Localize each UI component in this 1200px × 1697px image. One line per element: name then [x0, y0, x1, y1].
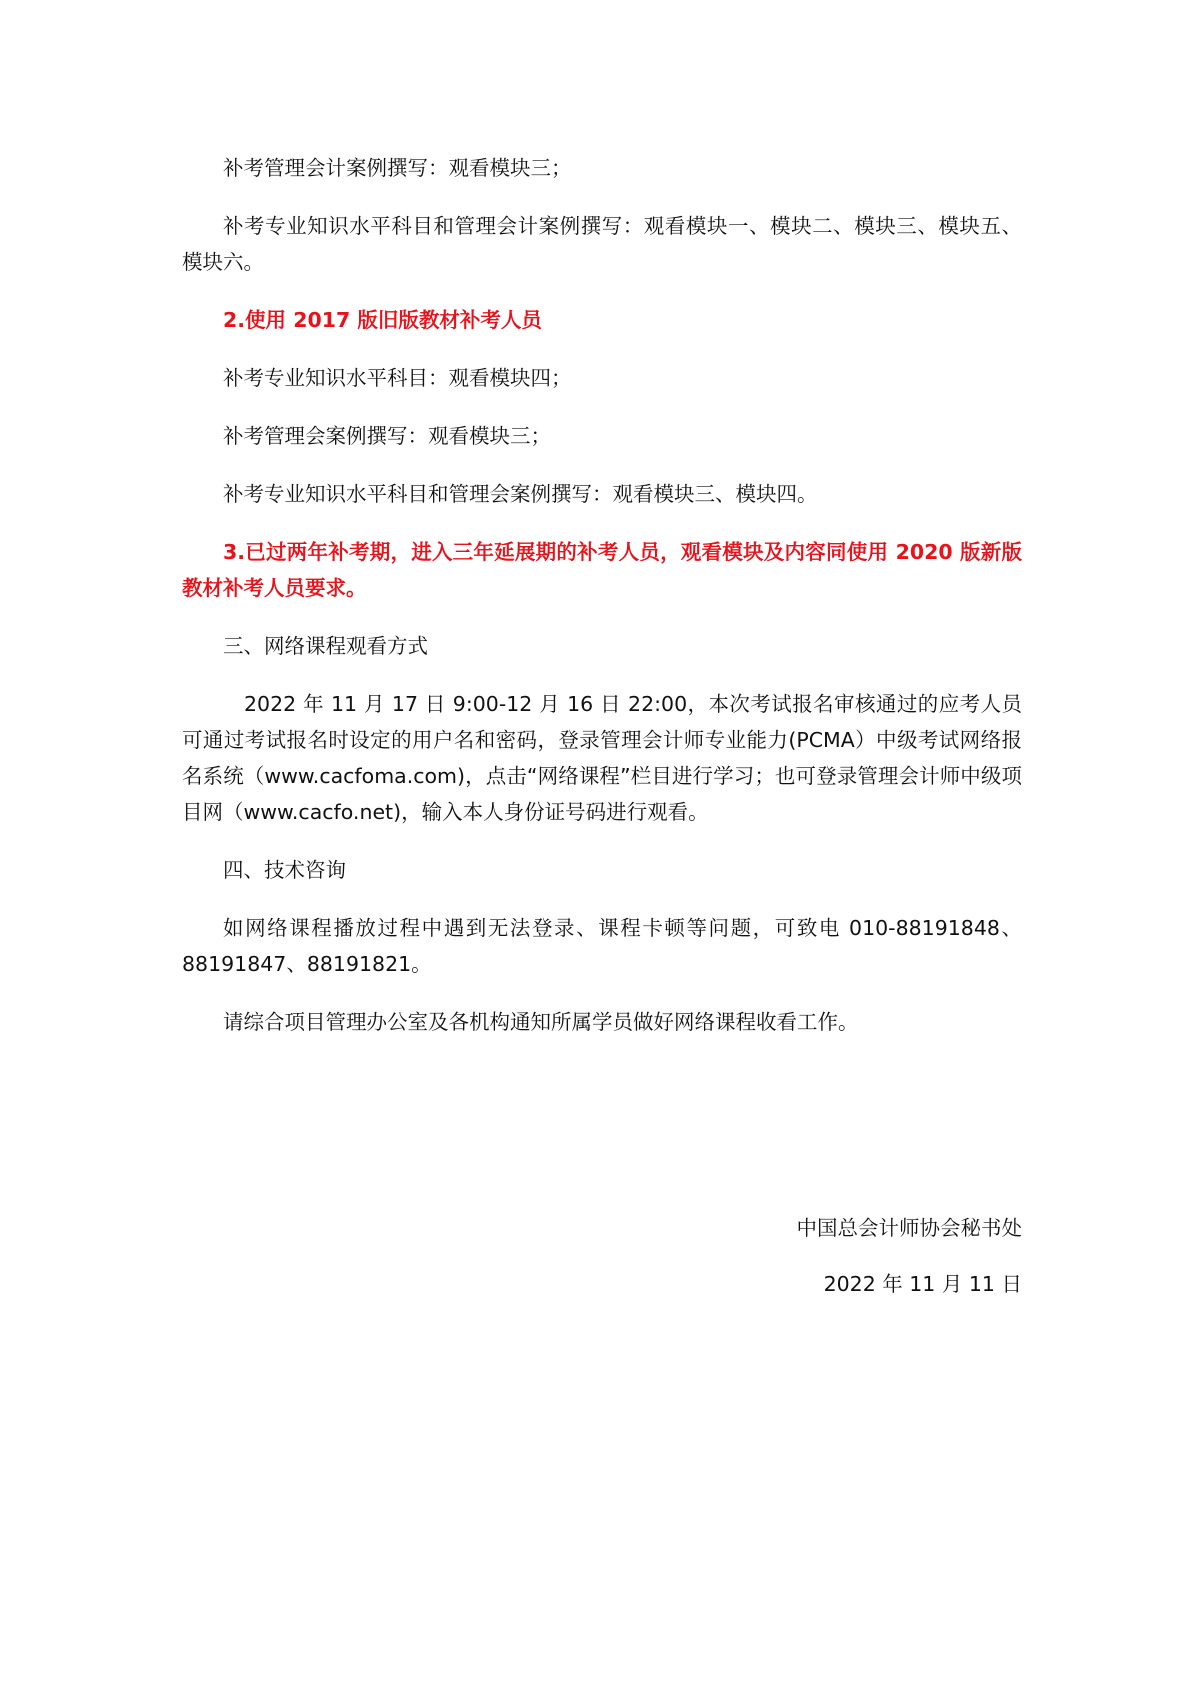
- paragraph-case-writing: 补考管理会计案例撰写：观看模块三；: [223, 156, 572, 180]
- document-body: [182, 150, 1022, 1062]
- paragraph-case-writing-2017: 补考管理会案例撰写：观看模块三；: [223, 424, 551, 448]
- paragraph-viewing-method: 2022 年 11 月 17 日 9:00-12 月 16 日 22:00，本次考试报名审核通过的应考人员可通过考试报名时设定的用户名和密码，登录管理会计师专业能力(PCMA）中级考试网络报名系统（www.cacfoma.com)，点击“网络课程”栏目进行学习；也可登录管理会计师中级项目网（www.cacfo.net)，输入本人身份证号码进行观看。: [182, 692, 1022, 824]
- heading-2017-edition: 2.使用 2017 版旧版教材补考人员: [223, 308, 542, 332]
- heading-extension-period: 3.已过两年补考期，进入三年延展期的补考人员，观看模块及内容同使用 2020 版新版教材补考人员要求。: [182, 540, 1022, 600]
- section-heading-tech-support: 四、技术咨询: [223, 858, 346, 882]
- paragraph-both-subjects-2017: 补考专业知识水平科目和管理会案例撰写：观看模块三、模块四。: [223, 482, 818, 506]
- paragraph-professional-knowledge: 补考专业知识水平科目：观看模块四；: [223, 366, 572, 390]
- paragraph-both-subjects: 补考专业知识水平科目和管理会计案例撰写：观看模块一、模块二、模块三、模块五、模块六。: [182, 214, 1022, 274]
- signature-organization: 中国总会计师协会秘书处: [796, 1216, 1022, 1240]
- signature-date: 2022 年 11 月 11 日: [823, 1272, 1022, 1296]
- paragraph-closing-note: 请综合项目管理办公室及各机构通知所属学员做好网络课程收看工作。: [223, 1010, 859, 1034]
- paragraph-tech-support: 如网络课程播放过程中遇到无法登录、课程卡顿等问题，可致电 010-88191848、88191847、88191821。: [182, 916, 1022, 976]
- section-heading-viewing-method: 三、网络课程观看方式: [223, 634, 428, 658]
